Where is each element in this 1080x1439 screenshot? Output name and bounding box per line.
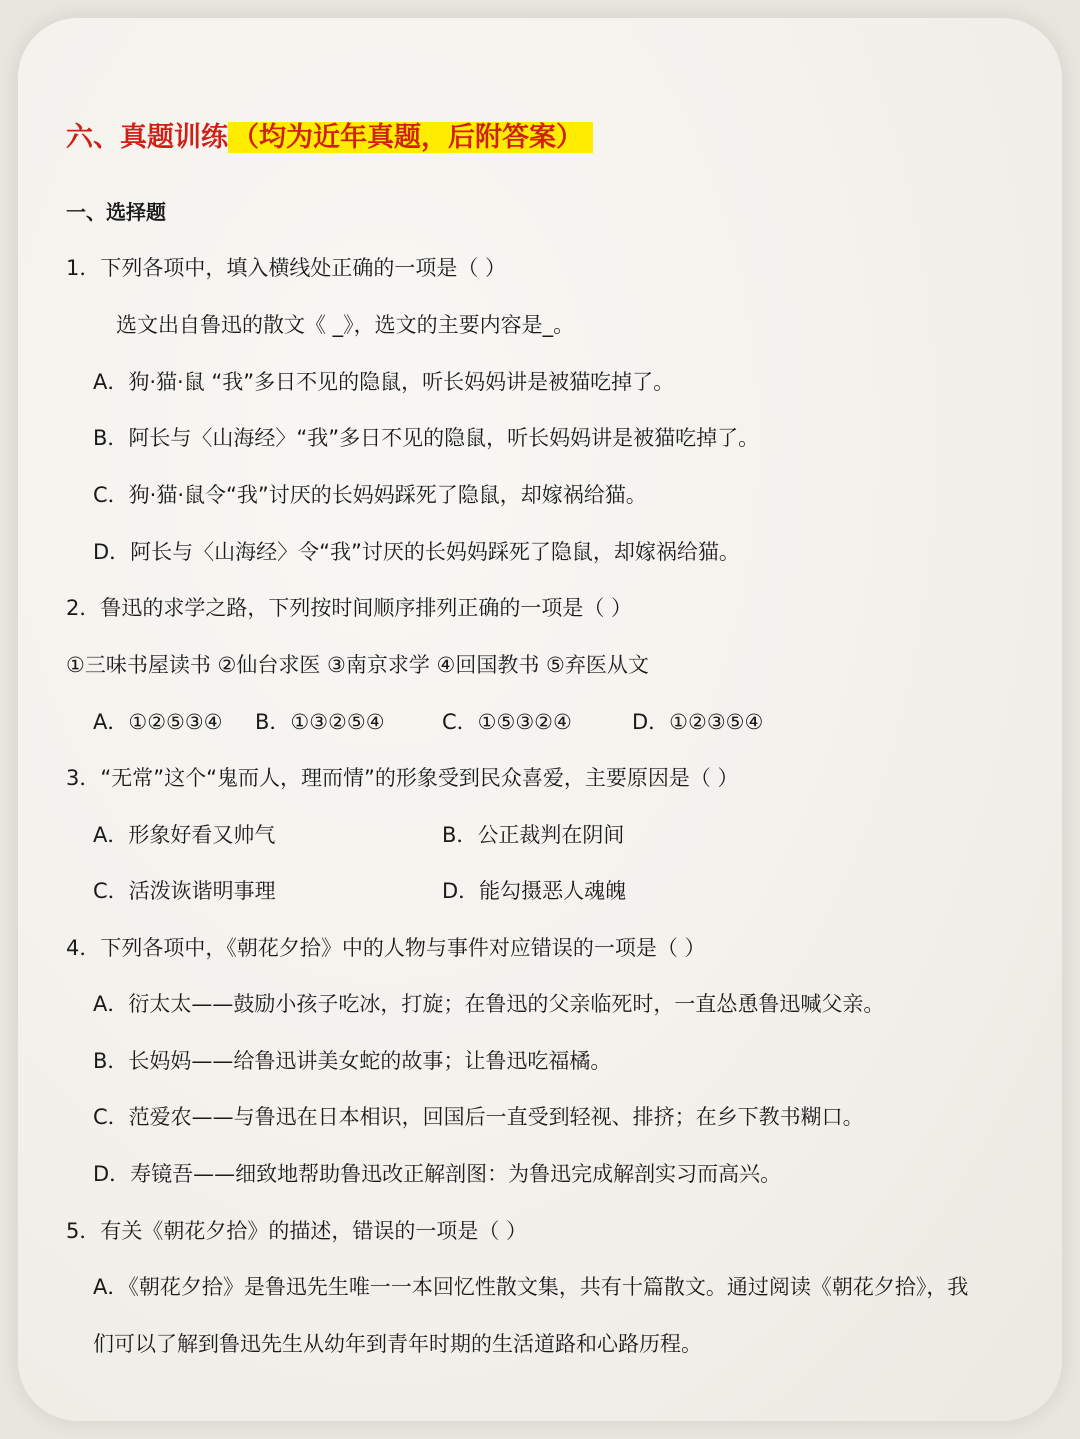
question-5-option-a-line-2: 们可以了解到鲁迅先生从幼年到青年时期的生活道路和心路历程。 bbox=[93, 1332, 702, 1356]
question-5-stem: 5．有关《朝花夕拾》的描述，错误的一项是（ ） bbox=[66, 1219, 528, 1243]
question-3-stem: 3．“无常”这个“鬼而人，理而情”的形象受到民众喜爱，主要原因是（ ） bbox=[66, 766, 739, 790]
question-4-option-b: B．长妈妈——给鲁迅讲美女蛇的故事；让鲁迅吃福橘。 bbox=[93, 1049, 612, 1073]
title-prefix: 六、真题训练 bbox=[66, 122, 228, 153]
question-4-option-c: C．范爱农——与鲁迅在日本相识，回国后一直受到轻视、排挤；在乡下教书糊口。 bbox=[93, 1105, 864, 1129]
question-2-option-c: C．①⑤③②④ bbox=[442, 710, 572, 734]
question-2-option-b: B．①③②⑤④ bbox=[255, 710, 385, 734]
question-2-stem: 2．鲁迅的求学之路，下列按时间顺序排列正确的一项是（ ） bbox=[66, 596, 633, 620]
question-1-option-c: C．狗·猫·鼠令“我”讨厌的长妈妈踩死了隐鼠，却嫁祸给猫。 bbox=[93, 483, 647, 507]
question-3-option-b: B．公正裁判在阴间 bbox=[442, 823, 625, 847]
question-3-option-a: A．形象好看又帅气 bbox=[93, 823, 276, 847]
question-1-option-d: D．阿长与〈山海经〉令“我”讨厌的长妈妈踩死了隐鼠，却嫁祸给猫。 bbox=[93, 540, 740, 564]
question-3-option-d: D．能勾摄恶人魂魄 bbox=[442, 879, 627, 903]
question-5-option-a-line-1: A．《朝花夕拾》是鲁迅先生唯一一本回忆性散文集，共有十篇散文。通过阅读《朝花夕拾》，我 bbox=[93, 1275, 969, 1299]
question-1-option-a: A．狗·猫·鼠 “我”多日不见的隐鼠，听长妈妈讲是被猫吃掉了。 bbox=[93, 370, 675, 394]
document-page bbox=[18, 18, 1062, 1421]
question-4-option-d: D．寿镜吾——细致地帮助鲁迅改正解剖图：为鲁迅完成解剖实习而高兴。 bbox=[93, 1162, 782, 1186]
question-3-option-c: C．活泼诙谐明事理 bbox=[93, 879, 276, 903]
question-2-option-d: D．①②③⑤④ bbox=[632, 710, 764, 734]
section-heading: 一、选择题 bbox=[66, 200, 166, 224]
question-2-items: ①三味书屋读书 ②仙台求医 ③南京求学 ④回国教书 ⑤弃医从文 bbox=[66, 653, 649, 677]
page-title bbox=[66, 110, 593, 166]
question-4-option-a: A．衍太太——鼓励小孩子吃冰，打旋；在鲁迅的父亲临死时，一直怂恿鲁迅喊父亲。 bbox=[93, 992, 885, 1016]
question-1-option-b: B．阿长与〈山海经〉“我”多日不见的隐鼠，听长妈妈讲是被猫吃掉了。 bbox=[93, 426, 760, 450]
question-2-option-a: A．①②⑤③④ bbox=[93, 710, 223, 734]
question-4-stem: 4．下列各项中，《朝花夕拾》中的人物与事件对应错误的一项是（ ） bbox=[66, 936, 706, 960]
question-1-stem: 1．下列各项中，填入横线处正确的一项是（ ） bbox=[66, 256, 507, 280]
title-highlight: （均为近年真题，后附答案） bbox=[228, 122, 593, 153]
question-1-subtext: 选文出自鲁迅的散文《 _》，选文的主要内容是_。 bbox=[116, 313, 575, 337]
